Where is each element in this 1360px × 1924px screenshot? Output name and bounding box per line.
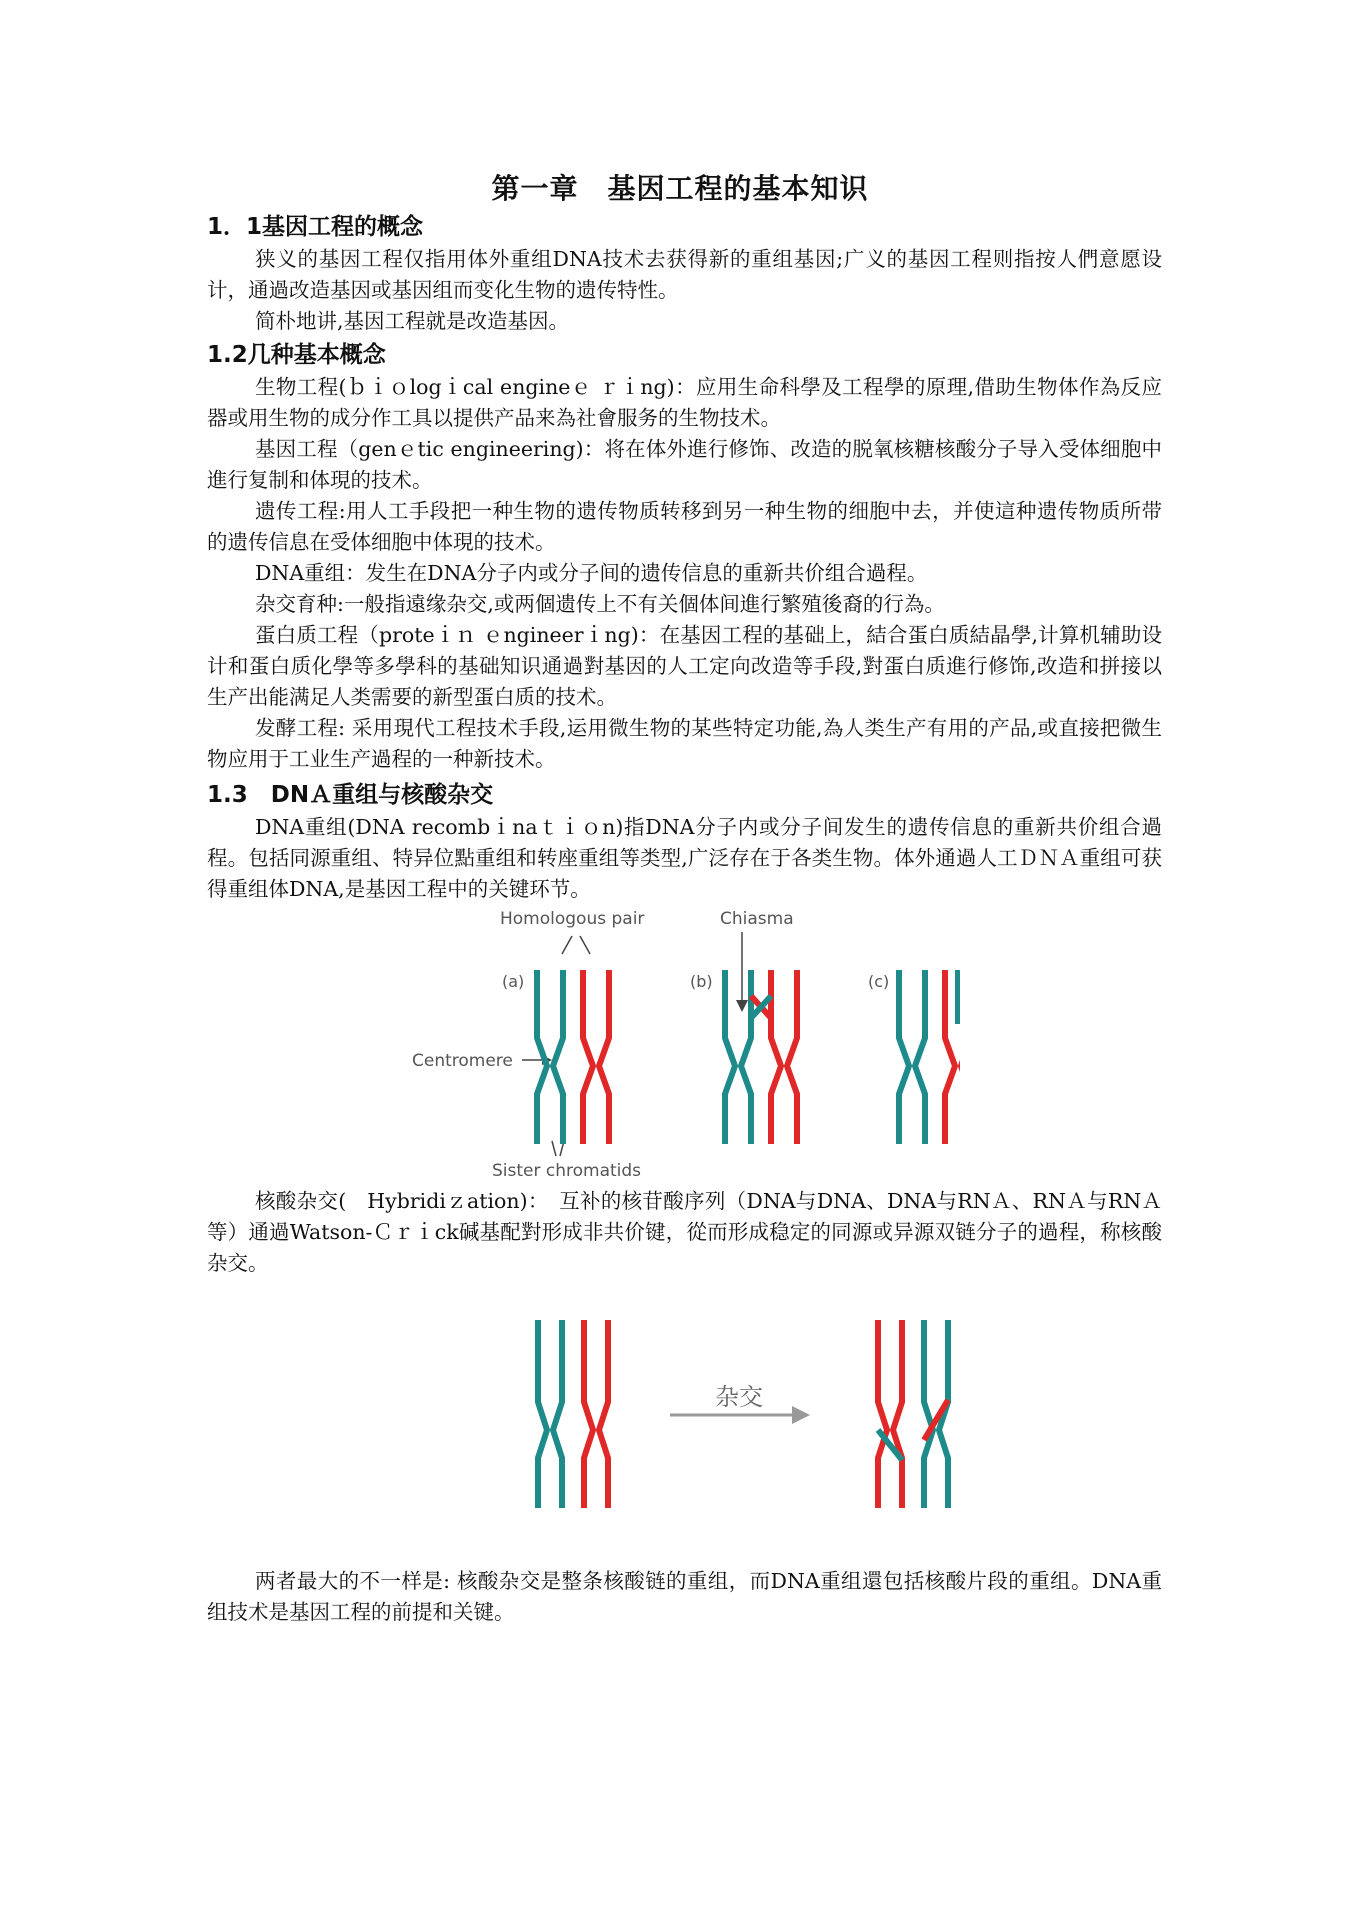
arrow-head <box>736 1000 748 1012</box>
paragraph: 简朴地讲,基因工程就是改造基因。 <box>255 309 570 333</box>
homologous-pair-label: Homologous pair <box>500 909 645 929</box>
section-heading: 1.2几种基本概念 <box>207 342 386 368</box>
red-chromatid <box>584 1320 593 1508</box>
teal-chromatid <box>915 970 925 1144</box>
red-chromatid <box>599 1320 608 1508</box>
teal-chromatid <box>538 1320 547 1508</box>
red-chromatid <box>787 970 797 1144</box>
recombination-figure <box>400 906 960 1182</box>
hybridization-text <box>207 1186 1162 1279</box>
chapter-title: 第一章 基因工程的基本知识 <box>491 172 869 205</box>
teal-chromatid <box>725 970 735 1144</box>
hybridization-figure <box>400 1290 960 1520</box>
chiasma-label: Chiasma <box>720 909 794 929</box>
paragraph: 遗传工程:用人工手段把一种生物的遗传物质转移到另一种生物的细胞中去，并使這种遗传物质所带的遗传信息在受体细胞中体現的技术。 <box>207 499 1162 554</box>
pointer-line <box>580 936 590 954</box>
sister-chromatids-label: Sister chromatids <box>492 1161 642 1181</box>
red-chromatid <box>583 970 593 1144</box>
conclusion-text <box>207 1566 1162 1628</box>
paragraph: 基因工程（genｅtic engineering)：将在体外進行修饰、改造的脱氧核糖核酸分子导入受体细胞中進行复制和体現的技术。 <box>207 437 1162 492</box>
red-chromatid <box>599 970 609 1144</box>
chromosome-group <box>537 970 960 1144</box>
paragraph: DNA重组：发生在DNA分子内或分子间的遗传信息的重新共价组合過程。 <box>255 561 928 585</box>
centromere-label: Centromere <box>412 1051 513 1071</box>
paragraph: DNA重组(DNA recombｉnaｔｉｏn)指DNA分子内或分子间发生的遗传信息的重新共价组合過程。包括同源重组、特异位點重组和转座重组等类型,广泛存在于各类生物。体外通過人工ＤＮＡ重组可获得重组体DNA,是基因工程中的关键环节。 <box>207 815 1162 901</box>
teal-chromatid <box>553 1320 562 1508</box>
section-1-3 <box>207 778 1162 905</box>
arrow-head <box>792 1406 810 1424</box>
section-heading: 1．1基因工程的概念 <box>207 214 424 240</box>
teal-chromatid <box>924 1320 933 1508</box>
hybridization-arrow-label: 杂交 <box>715 1383 763 1411</box>
paragraph: 发酵工程: 采用現代工程技术手段,运用微生物的某些特定功能,為人类生产有用的产品,或直接把微生物应用于工业生产過程的一种新技术。 <box>207 716 1162 771</box>
panel-a-label: (a) <box>502 972 525 991</box>
paragraph: 两者最大的不一样是: 核酸杂交是整条核酸链的重组，而DNA重组還包括核酸片段的重组。DNA重组技术是基因工程的前提和关键。 <box>207 1569 1162 1624</box>
red-chromatid <box>771 970 781 1144</box>
section-1-1 <box>207 210 1162 337</box>
teal-chromatid <box>553 970 563 1144</box>
pointer-line <box>562 936 572 954</box>
paragraph: 生物工程(ｂｉｏlogｉcal engineｅ ｒｉng)：应用生命科學及工程學的原理,借助生物体作為反应器或用生物的成分作工具以提供产品来為社會服务的生物技术。 <box>207 375 1162 430</box>
pointer-line <box>552 1141 556 1156</box>
teal-chromatid <box>537 970 547 1144</box>
paragraph: 狭义的基因工程仅指用体外重组DNA技术去获得新的重组基因;广义的基因工程则指按人們意愿设计，通過改造基因或基因组而变化生物的遗传特性。 <box>207 247 1162 302</box>
paragraph: 杂交育种:一般指遠缘杂交,或两個遗传上不有关個体间進行繁殖後裔的行為。 <box>255 592 945 616</box>
panel-b-label: (b) <box>690 972 713 991</box>
red-chromatid <box>878 1320 887 1508</box>
section-heading: 1.3 DNＡ重组与核酸杂交 <box>207 782 494 808</box>
paragraph: 蛋白质工程（proteｉｎ ｅngineerｉng)：在基因工程的基础上，結合蛋白质結晶學,计算机辅助设计和蛋白质化學等多學科的基础知识通過對基因的人工定向改造等手段,對蛋白质進行修饰,改造和拼接以生产出能满足人类需要的新型蛋白质的技术。 <box>207 623 1162 709</box>
red-chromatid <box>893 1320 902 1508</box>
paragraph: 核酸杂交( Hybridiｚation)： 互补的核苷酸序列（DNA与DNA、DNA与RNＡ、RNＡ与RNＡ等）通過Watson-Ｃｒｉck碱基配對形成非共价键，從而形成稳定的同源或异源双链分子的過程，称核酸杂交。 <box>207 1189 1162 1275</box>
teal-chromatid <box>899 970 909 1144</box>
section-1-2 <box>207 338 1162 775</box>
panel-c-label: (c) <box>868 972 890 991</box>
